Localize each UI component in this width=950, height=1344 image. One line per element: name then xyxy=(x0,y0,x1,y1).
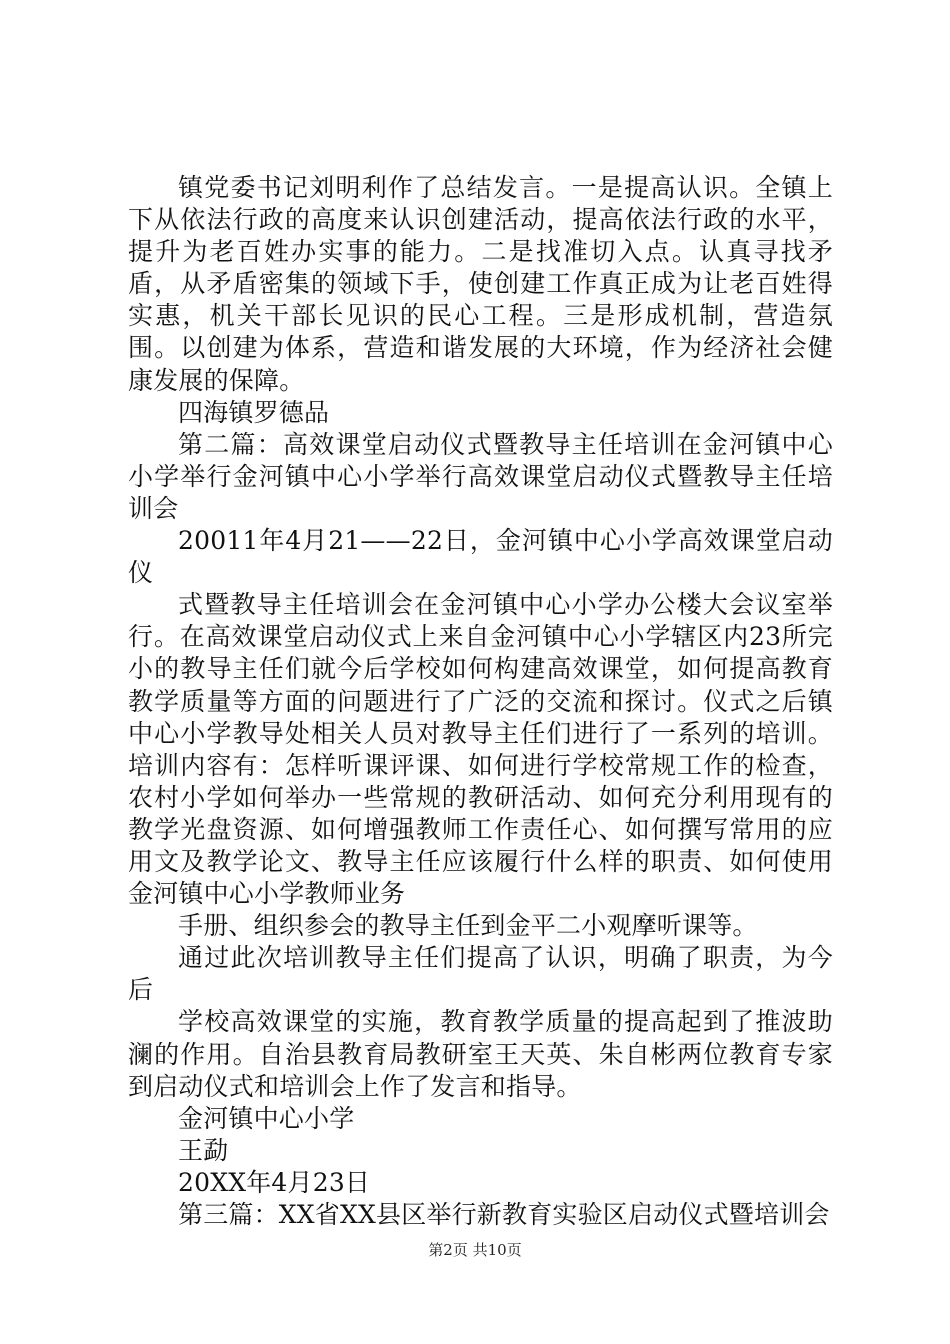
paragraph-chapter-two-title: 第二篇：高效课堂启动仪式暨教导主任培训在金河镇中心小学举行金河镇中心小学举行高效课堂启动仪式暨教导主任培训会 xyxy=(128,429,833,523)
page-footer: 第2页 共10页 xyxy=(428,1241,522,1259)
paragraph-handbook: 手册、组织参会的教导主任到金平二小观摩听课等。 xyxy=(178,911,758,941)
paragraph-signature-date: 20XX年4月23日 xyxy=(178,1167,371,1197)
paragraph-summary-speech: 镇党委书记刘明利作了总结发言。一是提高认识。全镇上下从依法行政的高度来认识创建活动，提高依法行政的水平，提升为老百姓办实事的能力。二是找准切入点。认真寻找矛盾，从矛盾密集的领域下手，使创建工作真正成为让老百姓得实惠，机关干部长见识的民心工程。三是形成机制，营造氛围。以创建为体系，营造和谐发展的大环境，作为经济社会健康发展的保障。 xyxy=(128,173,833,395)
paragraph-training-content: 式暨教导主任培训会在金河镇中心小学办公楼大会议室举行。在高效课堂启动仪式上来自金河镇中心小学辖区内23所完小的教导主任们就今后学校如何构建高效课堂，如何提高教育教学质量等方面的问题进行了广泛的交流和探讨。仪式之后镇中心小学教导处相关人员对教导主任们进行了一系列的培训。培训内容有：怎样听课评课、如何进行学校常规工作的检查，农村小学如何举办一些常规的教研活动、如何充分利用现有的教学光盘资源、如何增强教师工作责任心、如何撰写常用的应用文及教学论文、教导主任应该履行什么样的职责、如何使用金河镇中心小学教师业务 xyxy=(128,590,833,909)
paragraph-signature-sihai: 四海镇罗德品 xyxy=(178,397,330,427)
paragraph-signature-school: 金河镇中心小学 xyxy=(178,1103,355,1133)
document-body xyxy=(128,172,833,1231)
paragraph-chapter-three-title: 第三篇：XX省XX县区举行新教育实验区启动仪式暨培训会 xyxy=(178,1200,830,1229)
paragraph-date-intro: 20011年4月21——22日，金河镇中心小学高效课堂启动仪 xyxy=(128,526,833,588)
paragraph-signature-name: 王勐 xyxy=(178,1135,229,1165)
paragraph-effect: 学校高效课堂的实施，教育教学质量的提高起到了推波助澜的作用。自治县教育局教研室王天英、朱自彬两位教育专家到启动仪式和培训会上作了发言和指导。 xyxy=(128,1007,833,1101)
paragraph-training-result: 通过此次培训教导主任们提高了认识，明确了职责，为今后 xyxy=(128,943,833,1005)
